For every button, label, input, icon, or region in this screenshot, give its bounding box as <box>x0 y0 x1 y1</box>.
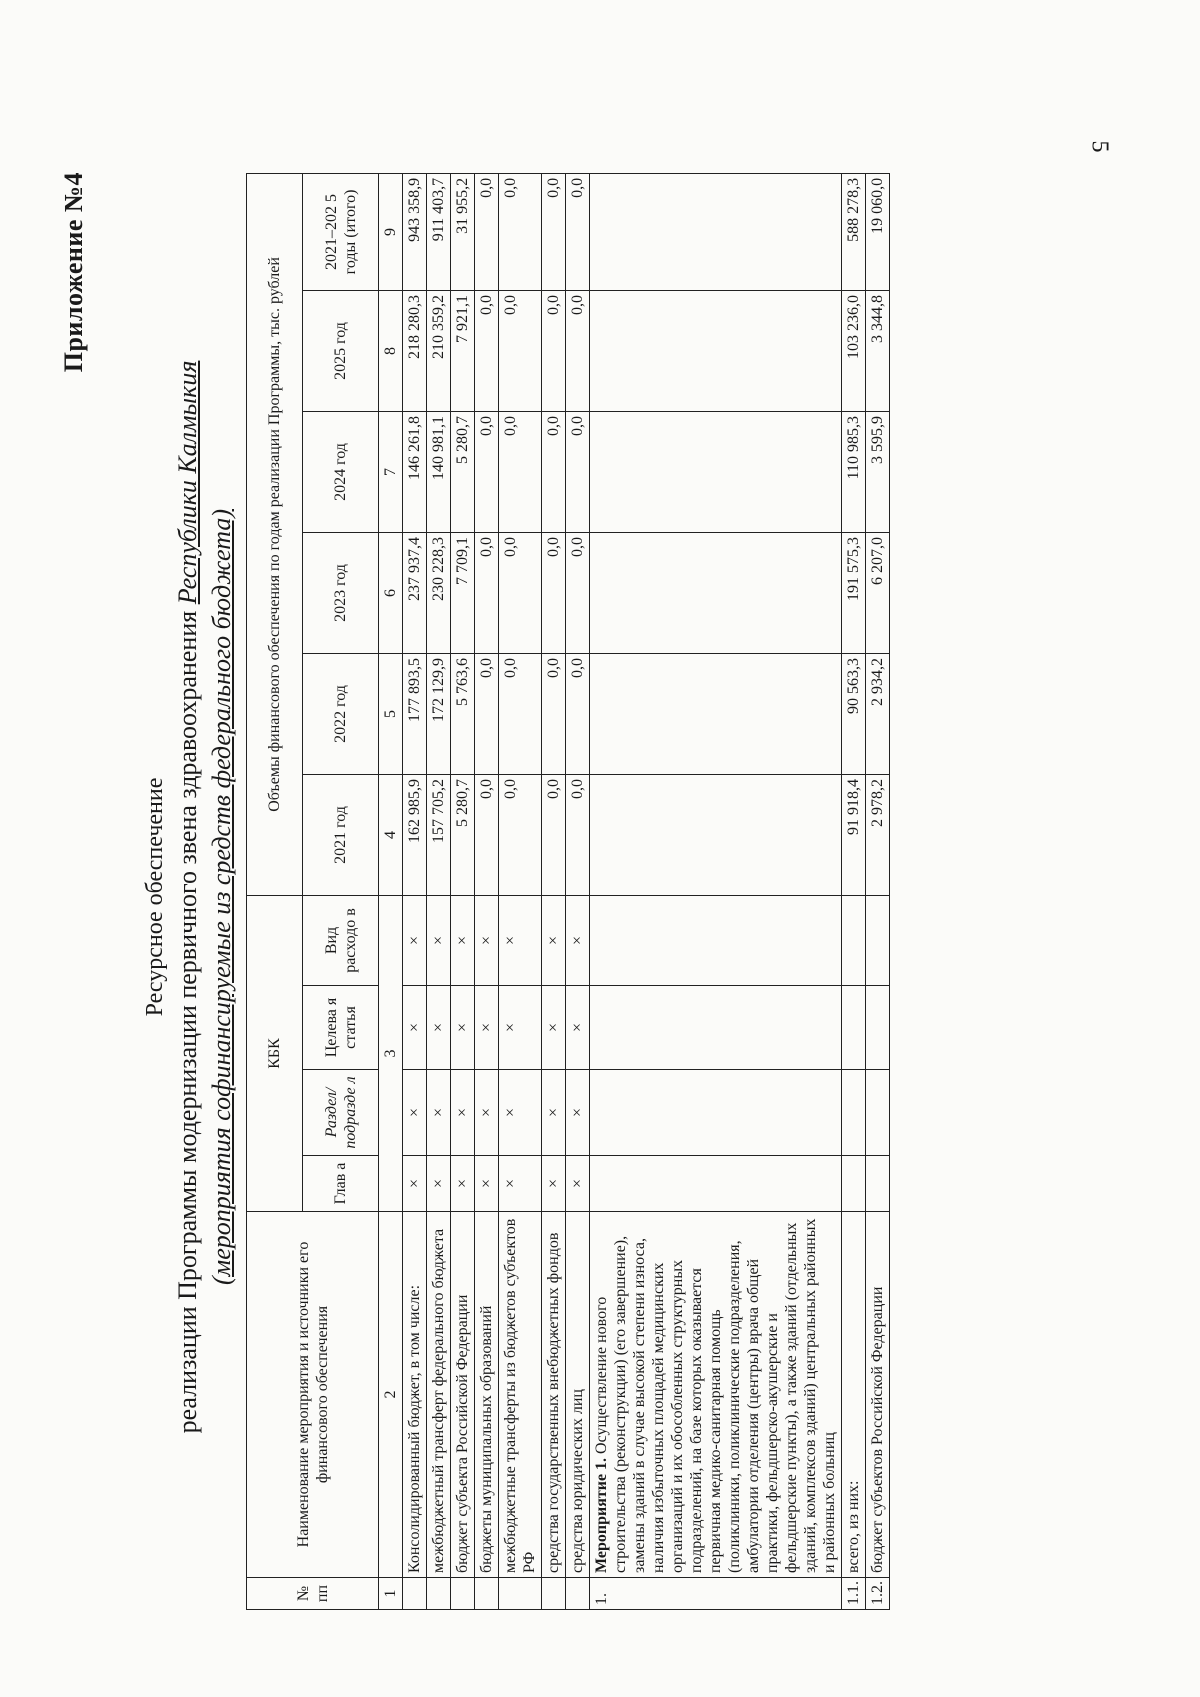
kbk-cell <box>866 1070 890 1156</box>
table-row <box>427 173 451 1609</box>
value-cell: 0,0 <box>499 532 542 653</box>
row-number: 1.1. <box>842 1578 866 1610</box>
kbk-cell <box>590 986 842 1070</box>
table-row <box>475 173 499 1609</box>
value-cell: 0,0 <box>566 532 590 653</box>
header-volumes: Объемы финансового обеспечения по годам реализации Программы, тыс. рублей <box>247 173 303 895</box>
value-cell: 0,0 <box>499 774 542 895</box>
value-cell: 90 563,3 <box>842 653 866 774</box>
kbk-cell: × <box>451 1156 475 1212</box>
value-cell: 172 129,9 <box>427 653 451 774</box>
value-cell: 5 280,7 <box>451 411 475 532</box>
page-number: 5 <box>1086 140 1113 153</box>
value-cell: 0,0 <box>542 173 566 290</box>
value-cell: 103 236,0 <box>842 290 866 411</box>
row-name <box>499 1212 542 1578</box>
value-cell: 218 280,3 <box>403 290 427 411</box>
row-name-text: бюджеты муниципальных образований <box>478 1305 495 1573</box>
kbk-cell: × <box>475 1070 499 1156</box>
value-cell: 237 937,4 <box>403 532 427 653</box>
kbk-cell: × <box>566 986 590 1070</box>
title-line-1: Ресурсное обеспечение <box>142 777 168 1017</box>
index-cell: 9 <box>379 173 403 290</box>
table-body <box>403 173 890 1609</box>
row-number <box>403 1578 427 1610</box>
rotated-page-content <box>41 132 1141 1662</box>
kbk-cell: × <box>542 895 566 985</box>
header-num: № пп <box>247 1578 379 1610</box>
value-cell <box>590 532 842 653</box>
kbk-cell: × <box>566 895 590 985</box>
value-cell: 5 280,7 <box>451 774 475 895</box>
value-cell: 7 921,1 <box>451 290 475 411</box>
value-cell: 0,0 <box>475 290 499 411</box>
table-row <box>842 173 866 1609</box>
index-cell: 1 <box>379 1578 403 1610</box>
value-cell: 7 709,1 <box>451 532 475 653</box>
row-name <box>451 1212 475 1578</box>
kbk-cell <box>590 1156 842 1212</box>
header-year-2024: 2024 год <box>303 411 379 532</box>
row-name <box>542 1212 566 1578</box>
header-name: Наименование мероприятия и источники его финансового обеспечения <box>247 1212 379 1578</box>
table-row <box>566 173 590 1609</box>
value-cell: 588 278,3 <box>842 173 866 290</box>
value-cell: 5 763,6 <box>451 653 475 774</box>
row-name <box>475 1212 499 1578</box>
value-cell: 6 207,0 <box>866 532 890 653</box>
kbk-cell <box>842 1070 866 1156</box>
value-cell: 0,0 <box>475 532 499 653</box>
kbk-cell: × <box>499 1156 542 1212</box>
value-cell: 210 359,2 <box>427 290 451 411</box>
header-year-2021: 2021 год <box>303 774 379 895</box>
index-cell: 6 <box>379 532 403 653</box>
index-cell: 7 <box>379 411 403 532</box>
kbk-cell <box>590 895 842 985</box>
header-year-2022: 2022 год <box>303 653 379 774</box>
value-cell: 3 595,9 <box>866 411 890 532</box>
row-name-text: всего, из них: <box>845 1480 862 1573</box>
kbk-cell <box>842 1156 866 1212</box>
row-number <box>542 1578 566 1610</box>
value-cell: 0,0 <box>475 653 499 774</box>
value-cell: 0,0 <box>475 774 499 895</box>
value-cell <box>590 411 842 532</box>
kbk-cell: × <box>427 895 451 985</box>
kbk-cell: × <box>427 1156 451 1212</box>
title-line-3: (мероприятия софинансируемые из средств федерального бюджета) <box>207 509 236 1286</box>
kbk-cell: × <box>566 1070 590 1156</box>
row-name-text: бюджет субъектов Российской Федерации <box>869 1286 886 1573</box>
title-line-2 <box>171 132 205 1662</box>
table-row <box>451 173 475 1609</box>
row-number: 1.2. <box>866 1578 890 1610</box>
document-title <box>139 132 239 1662</box>
table-row <box>590 173 842 1609</box>
value-cell: 0,0 <box>499 290 542 411</box>
value-cell <box>590 774 842 895</box>
value-cell: 91 918,4 <box>842 774 866 895</box>
row-name <box>403 1212 427 1578</box>
value-cell: 19 060,0 <box>866 173 890 290</box>
value-cell: 191 575,3 <box>842 532 866 653</box>
kbk-cell: × <box>499 986 542 1070</box>
value-cell: 0,0 <box>542 532 566 653</box>
kbk-cell <box>866 986 890 1070</box>
row-number <box>499 1578 542 1610</box>
header-year-2025: 2025 год <box>303 290 379 411</box>
value-cell <box>590 290 842 411</box>
row-number <box>427 1578 451 1610</box>
kbk-cell <box>866 895 890 985</box>
kbk-cell: × <box>542 986 566 1070</box>
kbk-cell: × <box>499 895 542 985</box>
kbk-cell: × <box>451 895 475 985</box>
kbk-cell: × <box>403 1070 427 1156</box>
row-name-text: Консолидированный бюджет, в том числе: <box>406 1284 423 1573</box>
row-name <box>566 1212 590 1578</box>
row-name-text: Осуществление нового строительства (реконструкции) (его завершение), замены зданий в случае высокой степени износа, наличия избыточных площадей медицинских организаций и их обособленных структурных подразделений, на базе которых оказывается первичная медико-санитарная помощь (поликлиники, поликлинические подразделения, амбулатории отделения (центры) врача общей практики, фельдшерско-акушерские и фельдшерские пункты), а также зданий (отдельных зданий, комплексов зданий) центральных районных и районных больниц <box>593 1218 838 1573</box>
value-cell: 0,0 <box>542 411 566 532</box>
value-cell: 230 228,3 <box>427 532 451 653</box>
row-name-bold: Мероприятие 1. <box>593 1457 610 1573</box>
row-name <box>842 1212 866 1578</box>
kbk-cell: × <box>403 895 427 985</box>
header-kbk-razdel: Раздел/ подразде л <box>303 1070 379 1156</box>
value-cell: 0,0 <box>499 173 542 290</box>
value-cell: 146 261,8 <box>403 411 427 532</box>
value-cell: 140 981,1 <box>427 411 451 532</box>
row-name-text: бюджет субъекта Российской Федерации <box>454 1294 471 1573</box>
kbk-cell: × <box>542 1070 566 1156</box>
value-cell: 0,0 <box>542 290 566 411</box>
index-cell: 2 <box>379 1212 403 1578</box>
title-region: Республики Калмыкия <box>173 360 202 605</box>
value-cell: 2 934,2 <box>866 653 890 774</box>
kbk-cell <box>590 1070 842 1156</box>
kbk-cell: × <box>451 1070 475 1156</box>
value-cell: 0,0 <box>475 173 499 290</box>
funding-table <box>246 173 890 1610</box>
kbk-cell <box>842 986 866 1070</box>
row-number: 1. <box>590 1578 842 1610</box>
value-cell: 0,0 <box>566 774 590 895</box>
header-kbk-glava: Глав а <box>303 1156 379 1212</box>
table-row <box>866 173 890 1609</box>
index-cell: 8 <box>379 290 403 411</box>
value-cell: 0,0 <box>542 774 566 895</box>
header-total: 2021–202 5 годы (итого) <box>303 173 379 290</box>
row-name <box>866 1212 890 1578</box>
kbk-cell: × <box>542 1156 566 1212</box>
value-cell <box>590 653 842 774</box>
kbk-cell: × <box>566 1156 590 1212</box>
index-cell: 4 <box>379 774 403 895</box>
row-number <box>451 1578 475 1610</box>
value-cell: 31 955,2 <box>451 173 475 290</box>
title-line-2-main: реализации Программы модернизации первичного звена здравоохранения <box>173 610 202 1434</box>
value-cell: 0,0 <box>566 173 590 290</box>
value-cell: 3 344,8 <box>866 290 890 411</box>
value-cell: 177 893,5 <box>403 653 427 774</box>
value-cell: 0,0 <box>475 411 499 532</box>
kbk-cell: × <box>499 1070 542 1156</box>
index-row <box>379 173 403 1609</box>
value-cell: 0,0 <box>499 411 542 532</box>
table-row <box>542 173 566 1609</box>
kbk-cell <box>866 1156 890 1212</box>
kbk-cell: × <box>475 895 499 985</box>
kbk-cell <box>842 895 866 985</box>
kbk-cell: × <box>475 986 499 1070</box>
header-kbk-vid: Вид расходо в <box>303 895 379 985</box>
value-cell: 0,0 <box>566 290 590 411</box>
kbk-cell: × <box>427 986 451 1070</box>
kbk-cell: × <box>427 1070 451 1156</box>
value-cell: 2 978,2 <box>866 774 890 895</box>
kbk-cell: × <box>403 1156 427 1212</box>
index-cell: 3 <box>379 895 403 1211</box>
row-name-text: межбюджетные трансферты из бюджетов субъектов РФ <box>502 1218 538 1573</box>
table-row <box>499 173 542 1609</box>
row-number <box>475 1578 499 1610</box>
kbk-cell: × <box>403 986 427 1070</box>
header-kbk-statya: Целева я статья <box>303 986 379 1070</box>
value-cell: 110 985,3 <box>842 411 866 532</box>
row-name-text: средства государственных внебюджетных фондов <box>545 1232 562 1573</box>
value-cell: 0,0 <box>566 653 590 774</box>
value-cell: 0,0 <box>566 411 590 532</box>
value-cell: 911 403,7 <box>427 173 451 290</box>
header-year-2023: 2023 год <box>303 532 379 653</box>
value-cell: 0,0 <box>499 653 542 774</box>
index-cell: 5 <box>379 653 403 774</box>
kbk-cell: × <box>475 1156 499 1212</box>
table-row <box>403 173 427 1609</box>
value-cell: 943 358,9 <box>403 173 427 290</box>
appendix-label: Приложение №4 <box>59 172 88 373</box>
row-name-text: средства юридических лиц <box>569 1389 586 1573</box>
row-name <box>590 1212 842 1578</box>
row-name <box>427 1212 451 1578</box>
value-cell: 0,0 <box>542 653 566 774</box>
value-cell: 157 705,2 <box>427 774 451 895</box>
value-cell <box>590 173 842 290</box>
header-kbk: КБК <box>247 895 303 1211</box>
row-number <box>566 1578 590 1610</box>
kbk-cell: × <box>451 986 475 1070</box>
value-cell: 162 985,9 <box>403 774 427 895</box>
row-name-text: межбюджетный трансферт федерального бюджета <box>430 1228 447 1573</box>
